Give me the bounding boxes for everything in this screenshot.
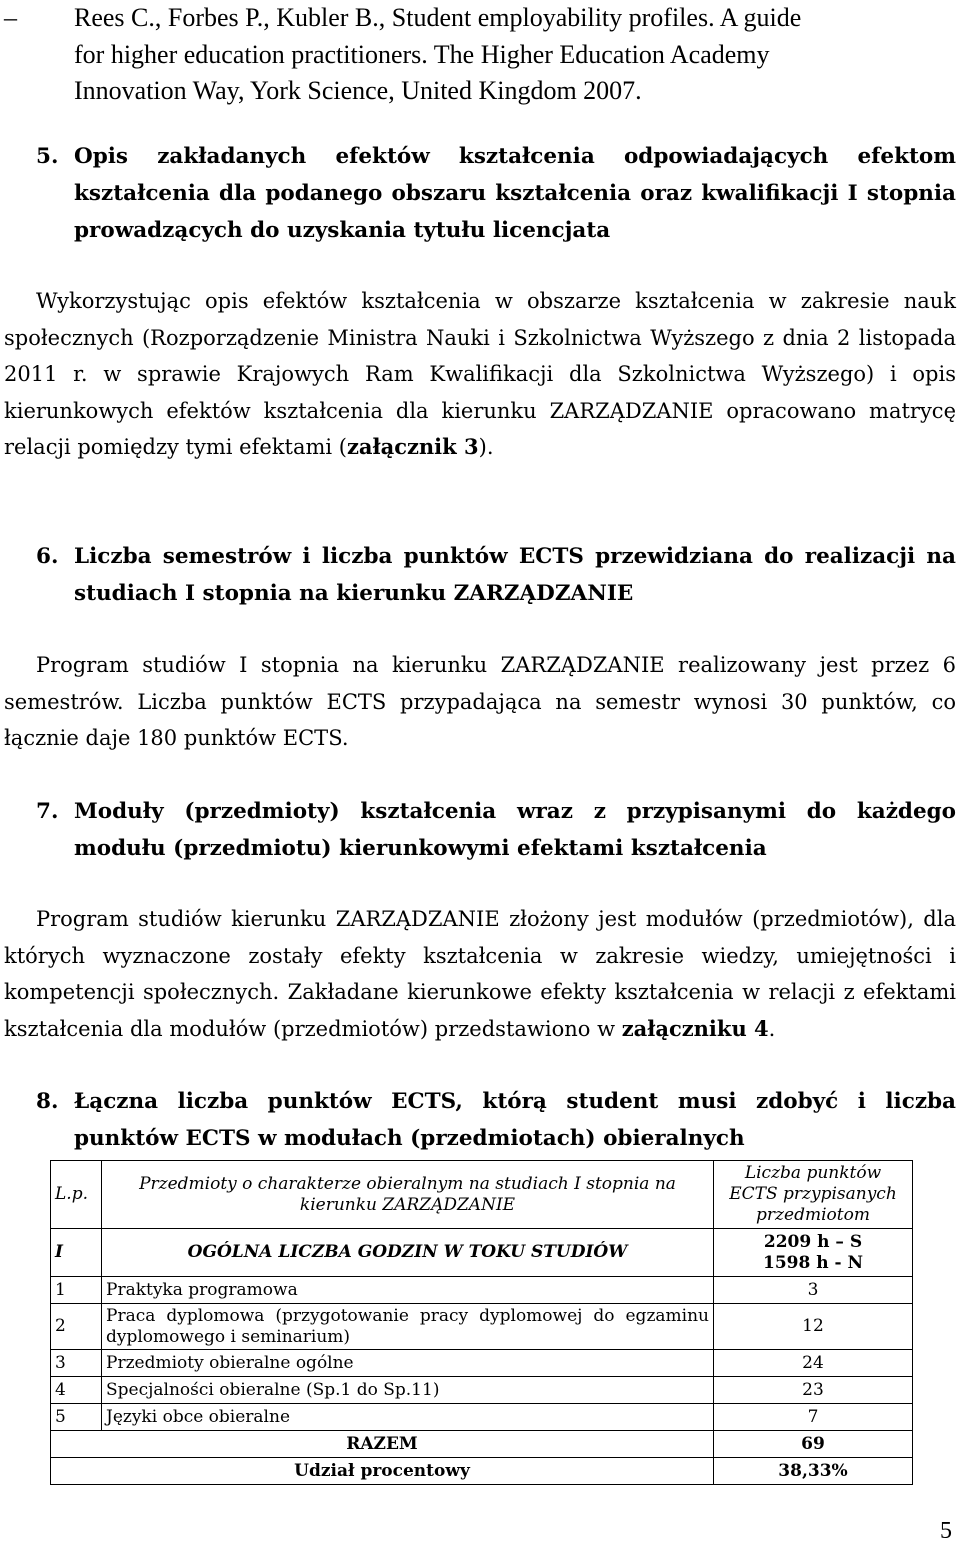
paragraph-text: Wykorzystując opis efektów kształcenia w obszarze kształcenia w zakresie nauk społecznych (Rozporządzenie Ministra Nauki i Szkolnictwa Wyższego z dnia 2 listopada 2011 r. w sprawie Krajowych Ram Kwalifikacji dla Szkolnictwa Wyższego) i opis kierunkowych efektów kształcenia dla kierunku ZARZĄDZANIE opracowano matrycę relacji pomiędzy tymi efektami ( — [4, 289, 956, 459]
table-row — [51, 1304, 913, 1350]
paragraph-text-end: . — [768, 1016, 776, 1041]
header-subject: Przedmioty o charakterze obieralnym na studiach I stopnia na kierunku ZARZĄDZANIE — [102, 1161, 714, 1229]
row-ects: 24 — [714, 1350, 913, 1377]
reference-item — [4, 0, 956, 110]
section-title: Opis zakładanych efektów kształcenia odpowiadających efektom kształcenia dla podanego obszaru kształcenia oraz kwalifikacji I stopnia prowadzących do uzyskania tytułu licencjata — [74, 144, 956, 243]
section-7-heading — [36, 793, 956, 867]
section-title: Łączna liczba punktów ECTS, którą student musi zdobyć i liczba punktów ECTS w modułach (przedmiotach) obieralnych — [74, 1089, 956, 1151]
sum-value: 69 — [714, 1431, 913, 1458]
row-lp: 2 — [51, 1304, 102, 1350]
row-lp: 1 — [51, 1277, 102, 1304]
section-number: 5. — [36, 144, 59, 169]
section-6-heading — [36, 538, 956, 612]
header-lp: L.p. — [51, 1161, 102, 1229]
section-5-heading — [36, 138, 956, 249]
section-8-heading — [36, 1083, 956, 1157]
section-7-paragraph — [4, 901, 956, 1047]
row-lp: 3 — [51, 1350, 102, 1377]
paragraph-text: Program studiów kierunku ZARZĄDZANIE złożony jest modułów (przedmiotów), dla których wyznaczone zostały efekty kształcenia w zakresie wiedzy, umiejętności i kompetencji społecznych. Zakładane kierunkowe efekty kształcenia w relacji z efektami kształcenia dla modułów (przedmiotów) przedstawiono w — [4, 907, 956, 1041]
share-label: Udział procentowy — [51, 1458, 714, 1485]
table-row — [51, 1377, 913, 1404]
sum-row — [51, 1431, 913, 1458]
total-hours-row — [51, 1229, 913, 1277]
section-5-paragraph — [4, 283, 956, 466]
table-row — [51, 1350, 913, 1377]
total-hours-stationary: 2209 h – S — [763, 1231, 863, 1252]
row-name: Specjalności obieralne (Sp.1 do Sp.11) — [102, 1377, 714, 1404]
sum-label: RAZEM — [51, 1431, 714, 1458]
row-ects: 23 — [714, 1377, 913, 1404]
section-6-paragraph: Program studiów I stopnia na kierunku ZARZĄDZANIE realizowany jest przez 6 semestrów. Liczba punktów ECTS przypadająca na semestr wynosi 30 punktów, co łącznie daje 180 punktów ECTS. — [4, 653, 956, 750]
paragraph-text-end: ). — [478, 435, 494, 459]
share-row — [51, 1458, 913, 1485]
reference-line-1: Rees C., Forbes P., Kubler B., Student employability profiles. A guide — [74, 3, 802, 32]
reference-line-2: for higher education practitioners. The Higher Education Academy — [74, 39, 770, 69]
reference-line-3: Innovation Way, York Science, United Kingdom 2007. — [74, 76, 642, 105]
row-name: Języki obce obieralne — [102, 1404, 714, 1431]
table-header-row — [51, 1161, 913, 1229]
section-title: Moduły (przedmioty) kształcenia wraz z przypisanymi do każdego modułu (przedmiotu) kierunkowymi efektami kształcenia — [74, 799, 956, 861]
row-lp: 5 — [51, 1404, 102, 1431]
row-ects: 3 — [714, 1277, 913, 1304]
header-ects: Liczba punktów ECTS przypisanych przedmiotom — [714, 1161, 913, 1229]
total-hours-label: OGÓLNA LICZBA GODZIN W TOKU STUDIÓW — [102, 1229, 714, 1277]
share-value: 38,33% — [714, 1458, 913, 1485]
row-lp: 4 — [51, 1377, 102, 1404]
page-number: 5 — [940, 1518, 952, 1544]
attachment-reference: załączniku 4 — [621, 1015, 769, 1041]
row-ects: 7 — [714, 1404, 913, 1431]
attachment-reference: załącznik 3 — [346, 434, 479, 459]
row-name: Praca dyplomowa (przygotowanie pracy dyplomowej do egzaminu dyplomowego i seminarium) — [102, 1304, 714, 1350]
table-row — [51, 1277, 913, 1304]
section-number: 6. — [36, 544, 59, 569]
total-hours-lp: I — [51, 1229, 102, 1277]
row-name: Praktyka programowa — [102, 1277, 714, 1304]
row-ects: 12 — [714, 1304, 913, 1350]
section-number: 8. — [36, 1089, 59, 1114]
row-name: Przedmioty obieralne ogólne — [102, 1350, 714, 1377]
table-row — [51, 1404, 913, 1431]
total-hours-extramural: 1598 h - N — [762, 1252, 864, 1273]
total-hours-value — [714, 1229, 913, 1277]
list-dash: – — [4, 3, 17, 32]
ects-table — [50, 1160, 913, 1485]
section-number: 7. — [36, 799, 59, 824]
section-title: Liczba semestrów i liczba punktów ECTS przewidziana do realizacji na studiach I stopnia na kierunku ZARZĄDZANIE — [74, 544, 956, 606]
